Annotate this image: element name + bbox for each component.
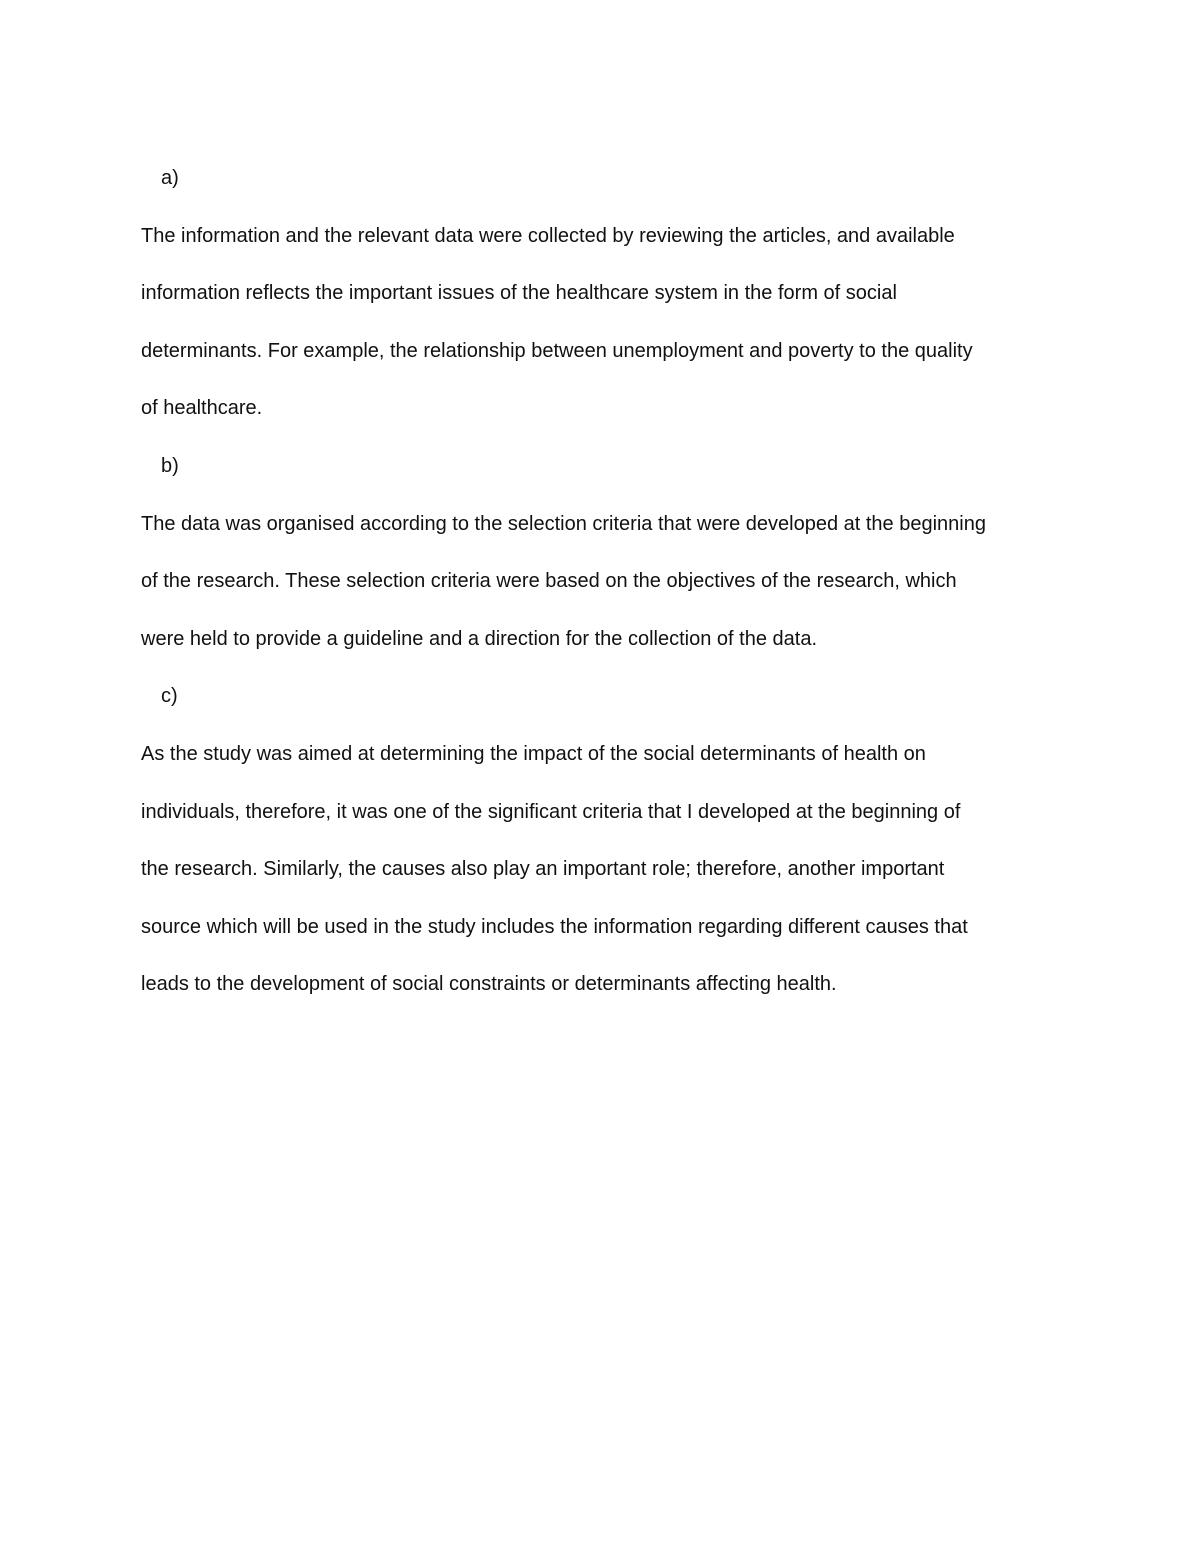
section-label: b)	[161, 454, 179, 477]
paragraph	[141, 208, 1071, 438]
section-label: a)	[161, 167, 179, 189]
paragraph-line: were held to provide a guideline and a direction for the collection of the data.	[141, 627, 817, 650]
section-a	[141, 150, 1071, 438]
section-label: c)	[161, 685, 178, 708]
paragraph-line: individuals, therefore, it was one of the significant criteria that I developed at the beginning of	[141, 800, 961, 823]
section-c	[141, 668, 1071, 1014]
document-body	[141, 150, 1071, 1014]
paragraph-line: the research. Similarly, the causes also play an important role; therefore, another important	[141, 858, 945, 881]
section-b	[141, 438, 1071, 668]
paragraph-line: The information and the relevant data were collected by reviewing the articles, and available	[141, 224, 955, 247]
paragraph	[141, 726, 1071, 1014]
paragraph-line: information reflects the important issues of the healthcare system in the form of social	[141, 282, 897, 305]
paragraph-line: of the research. These selection criteria were based on the objectives of the research, which	[141, 570, 957, 593]
paragraph-line: of healthcare.	[141, 397, 263, 420]
paragraph-line: The data was organised according to the selection criteria that were developed at the beginning	[141, 512, 986, 535]
paragraph-line: determinants. For example, the relationship between unemployment and poverty to the quality	[141, 339, 973, 362]
paragraph-line: source which will be used in the study includes the information regarding different causes that	[141, 915, 968, 938]
paragraph	[141, 496, 1071, 669]
paragraph-line: leads to the development of social constraints or determinants affecting health.	[141, 973, 837, 996]
paragraph-line: As the study was aimed at determining the impact of the social determinants of health on	[141, 742, 926, 765]
